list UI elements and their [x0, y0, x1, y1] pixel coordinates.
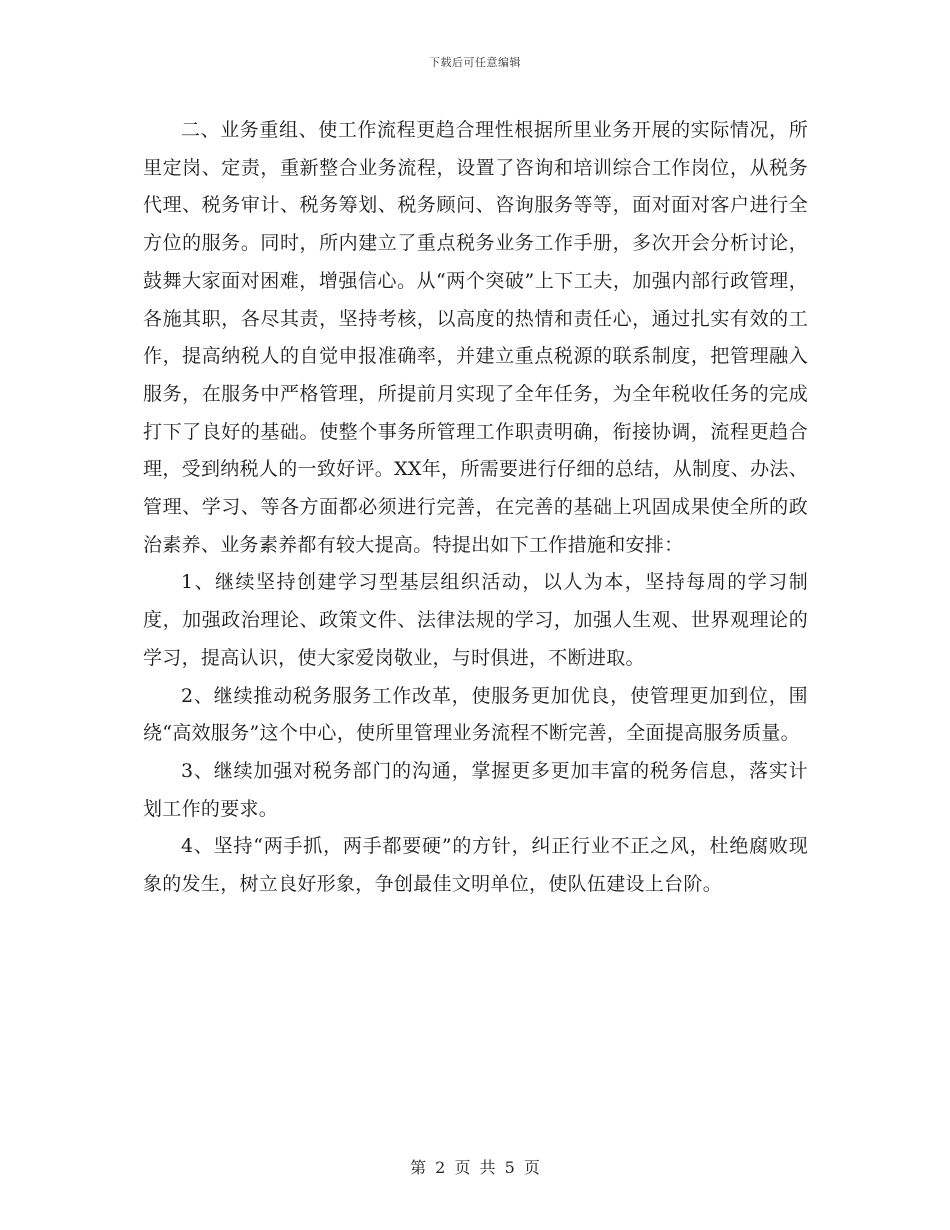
paragraph-measure-4: 4、坚持“两手抓，两手都要硬”的方针，纠正行业不正之风，杜绝腐败现象的发生，树立良好形象，争创最佳文明单位，使队伍建设上台阶。	[143, 835, 808, 896]
paragraph-measure-1: 1、继续坚持创建学习型基层组织活动，以人为本，坚持每周的学习制度，加强政治理论、政策文件、法律法规的学习，加强人生观、世界观理论的学习，提高认识，使大家爱岗敬业，与时俱进，不断进取。	[143, 571, 808, 669]
paragraph-measure-2: 2、继续推动税务服务工作改革，使服务更加优良，使管理更加到位，围绕“高效服务”这个中心，使所里管理业务流程不断完善，全面提高服务质量。	[143, 684, 808, 745]
page-header: 下载后可任意编辑	[429, 56, 521, 69]
page-number-footer: 第 2 页 共 5 页	[410, 1158, 540, 1177]
paragraph-measure-3: 3、继续加强对税务部门的沟通，掌握更多更加丰富的税务信息，落实计划工作的要求。	[143, 759, 808, 820]
document-body	[143, 112, 808, 904]
paragraph-business-reorganization: 二、业务重组、使工作流程更趋合理性根据所里业务开展的实际情况，所里定岗、定责，重新整合业务流程，设置了咨询和培训综合工作岗位，从税务代理、税务审计、税务筹划、税务顾问、咨询服务等等，面对面对客户进行全方位的服务。同时，所内建立了重点税务业务工作手册，多次开会分析讨论，鼓舞大家面对困难，增强信心。从“两个突破”上下工夫，加强内部行政管理，各施其职，各尽其责，坚持考核，以高度的热情和责任心，通过扎实有效的工作，提高纳税人的自觉申报准确率，并建立重点税源的联系制度，把管理融入服务，在服务中严格管理，所提前月实现了全年任务，为全年税收任务的完成打下了良好的基础。使整个事务所管理工作职责明确，衔接协调，流程更趋合理，受到纳税人的一致好评。XX年，所需要进行仔细的总结，从制度、办法、管理、学习、等各方面都必须进行完善，在完善的基础上巩固成果使全所的政治素养、业务素养都有较大提高。特提出如下工作措施和安排：	[143, 119, 808, 556]
